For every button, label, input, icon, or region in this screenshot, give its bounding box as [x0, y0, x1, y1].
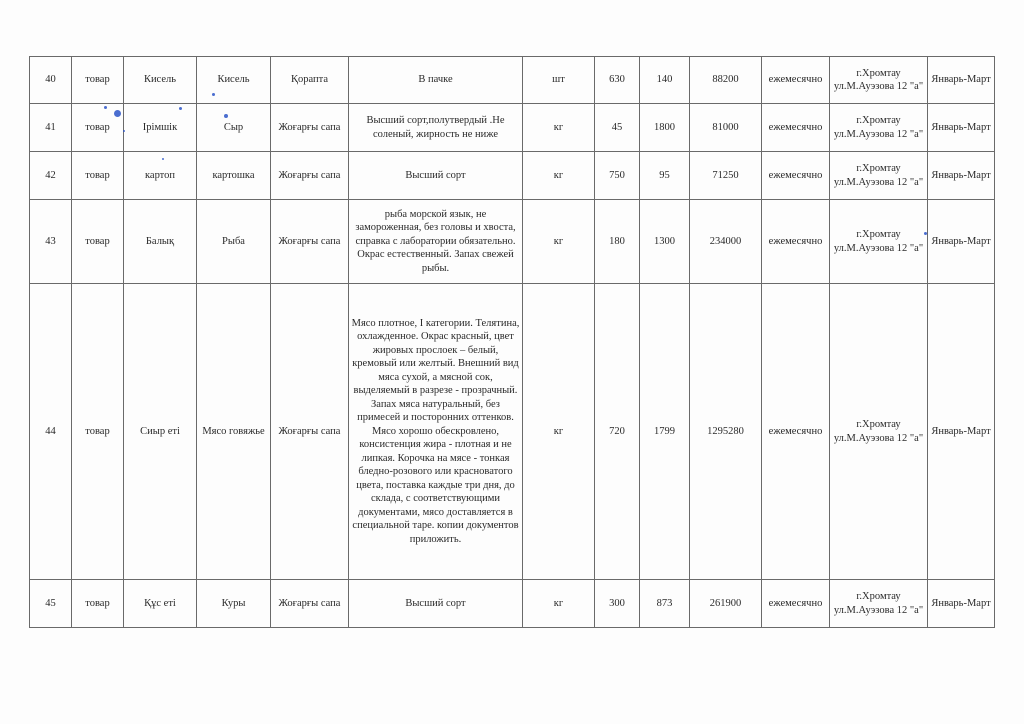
delivery-period-cell: ежемесячно [762, 57, 830, 104]
table-row [30, 580, 995, 628]
unit-price-cell: 1300 [640, 200, 690, 284]
delivery-term-cell: Январь-Март [928, 57, 995, 104]
ink-speck [104, 106, 107, 109]
delivery-period-cell: ежемесячно [762, 104, 830, 152]
row-number-cell: 41 [30, 104, 72, 152]
item-name-kz-cell: Құс еті [124, 580, 197, 628]
ink-speck [179, 107, 182, 110]
quality-cell: Жоғарғы сапа [271, 152, 349, 200]
delivery-period-cell: ежемесячно [762, 580, 830, 628]
quality-cell: Қорапта [271, 57, 349, 104]
unit-cell: кг [523, 284, 595, 580]
delivery-address-cell: г.Хромтау ул.М.Ауэзова 12 "а" [830, 104, 928, 152]
table-body [30, 57, 995, 628]
description-cell: В пачке [349, 57, 523, 104]
item-type-cell: товар [72, 57, 124, 104]
total-sum-cell: 261900 [690, 580, 762, 628]
delivery-address-cell: г.Хромтау ул.М.Ауэзова 12 "а" [830, 200, 928, 284]
row-number-cell: 42 [30, 152, 72, 200]
quality-cell: Жоғарғы сапа [271, 200, 349, 284]
delivery-term-cell: Январь-Март [928, 200, 995, 284]
delivery-address-cell: г.Хромтау ул.М.Ауэзова 12 "а" [830, 580, 928, 628]
item-name-kz-cell: картоп [124, 152, 197, 200]
unit-price-cell: 873 [640, 580, 690, 628]
item-name-kz-cell: Балық [124, 200, 197, 284]
item-name-kz-cell: Ірімшік [124, 104, 197, 152]
table-row [30, 57, 995, 104]
unit-price-cell: 95 [640, 152, 690, 200]
ink-speck [924, 232, 927, 235]
procurement-table [29, 56, 995, 628]
quality-cell: Жоғарғы сапа [271, 104, 349, 152]
quantity-cell: 45 [595, 104, 640, 152]
ink-speck [114, 110, 121, 117]
unit-price-cell: 1800 [640, 104, 690, 152]
delivery-term-cell: Январь-Март [928, 580, 995, 628]
ink-speck [212, 93, 215, 96]
table-row [30, 284, 995, 580]
delivery-period-cell: ежемесячно [762, 284, 830, 580]
item-name-ru-cell: Кисель [197, 57, 271, 104]
total-sum-cell: 81000 [690, 104, 762, 152]
description-cell: Высший сорт,полутвердый .Не соленый, жирность не ниже [349, 104, 523, 152]
item-type-cell: товар [72, 104, 124, 152]
description-cell: Мясо плотное, I категории. Телятина, охлажденное. Окрас красный, цвет жировых прослоек – белый, кремовый или желтый. Внешний вид мяса сухой, а мясной сок, выделяемый в разрезе - прозрачный. Запах мяса натуральный, без примесей и посторонних оттенков. Мясо хорошо обескровлено, консистенция жира - плотная и не липкая. Корочка на мясе - тонкая бледно-розового или красноватого цвета, поставка каждые три дня, до склада, с соответствующими документами, мясо доставляется в специальной таре. копии документов приложить. [349, 284, 523, 580]
delivery-period-cell: ежемесячно [762, 152, 830, 200]
table-row [30, 200, 995, 284]
row-number-cell: 44 [30, 284, 72, 580]
table-row [30, 104, 995, 152]
quantity-cell: 720 [595, 284, 640, 580]
item-name-ru-cell: Рыба [197, 200, 271, 284]
item-type-cell: товар [72, 284, 124, 580]
delivery-term-cell: Январь-Март [928, 152, 995, 200]
quantity-cell: 180 [595, 200, 640, 284]
item-name-ru-cell: Куры [197, 580, 271, 628]
item-name-kz-cell: Сиыр еті [124, 284, 197, 580]
quantity-cell: 630 [595, 57, 640, 104]
item-type-cell: товар [72, 580, 124, 628]
delivery-address-cell: г.Хромтау ул.М.Ауэзова 12 "а" [830, 152, 928, 200]
delivery-address-cell: г.Хромтау ул.М.Ауэзова 12 "а" [830, 57, 928, 104]
ink-speck [162, 158, 164, 160]
ink-speck [224, 114, 228, 118]
total-sum-cell: 234000 [690, 200, 762, 284]
quality-cell: Жоғарғы сапа [271, 284, 349, 580]
unit-cell: шт [523, 57, 595, 104]
total-sum-cell: 1295280 [690, 284, 762, 580]
unit-price-cell: 140 [640, 57, 690, 104]
quality-cell: Жоғарғы сапа [271, 580, 349, 628]
delivery-period-cell: ежемесячно [762, 200, 830, 284]
table-row [30, 152, 995, 200]
delivery-term-cell: Январь-Март [928, 104, 995, 152]
delivery-term-cell: Январь-Март [928, 284, 995, 580]
item-type-cell: товар [72, 200, 124, 284]
quantity-cell: 750 [595, 152, 640, 200]
item-name-ru-cell: Сыр [197, 104, 271, 152]
total-sum-cell: 88200 [690, 57, 762, 104]
row-number-cell: 45 [30, 580, 72, 628]
item-name-ru-cell: Мясо говяжье [197, 284, 271, 580]
unit-cell: кг [523, 152, 595, 200]
unit-price-cell: 1799 [640, 284, 690, 580]
unit-cell: кг [523, 200, 595, 284]
delivery-address-cell: г.Хромтау ул.М.Ауэзова 12 "а" [830, 284, 928, 580]
description-cell: Высший сорт [349, 152, 523, 200]
description-cell: Высший сорт [349, 580, 523, 628]
description-cell: рыба морской язык, не замороженная, без головы и хвоста, справка с лаборатории обязательно. Окрас естественный. Запах свежей рыбы. [349, 200, 523, 284]
unit-cell: кг [523, 580, 595, 628]
quantity-cell: 300 [595, 580, 640, 628]
ink-speck [123, 130, 125, 132]
row-number-cell: 40 [30, 57, 72, 104]
unit-cell: кг [523, 104, 595, 152]
item-type-cell: товар [72, 152, 124, 200]
item-name-ru-cell: картошка [197, 152, 271, 200]
total-sum-cell: 71250 [690, 152, 762, 200]
row-number-cell: 43 [30, 200, 72, 284]
item-name-kz-cell: Кисель [124, 57, 197, 104]
